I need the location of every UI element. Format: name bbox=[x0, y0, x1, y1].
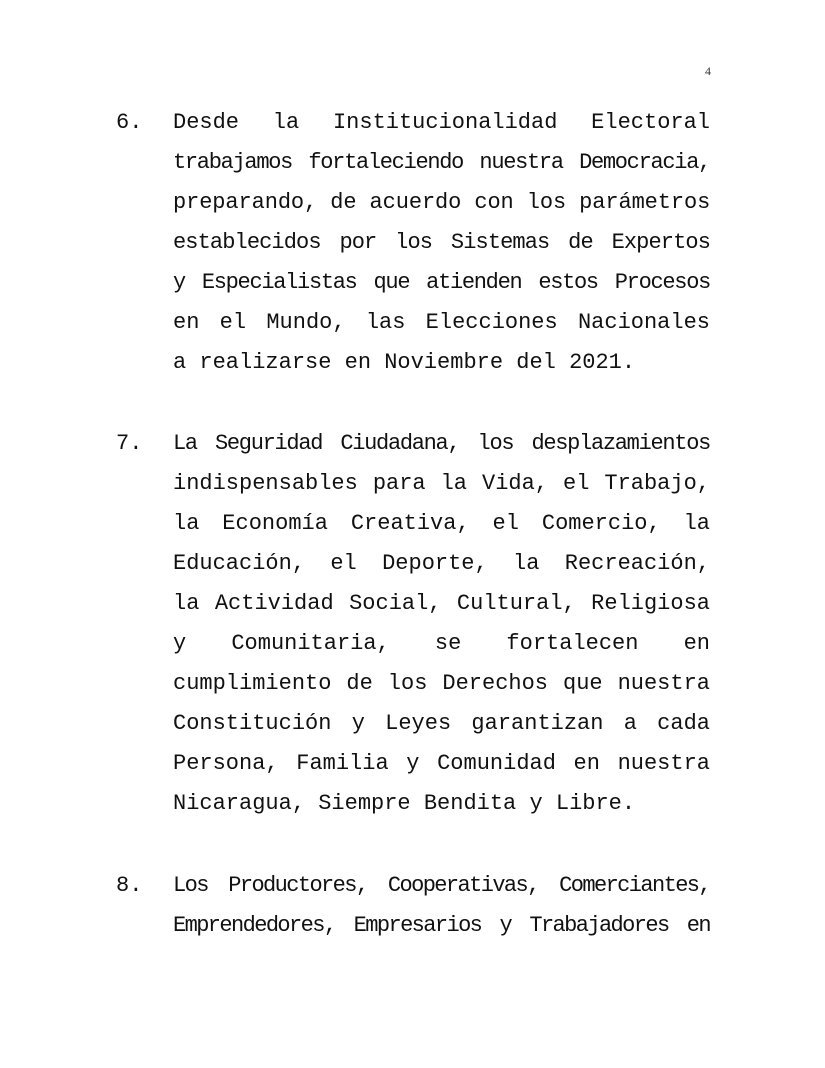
text-line: la Economía Creativa, el Comercio, la bbox=[173, 511, 710, 536]
text-line: a realizarse en Noviembre del 2021. bbox=[173, 350, 636, 375]
item-number: 7. bbox=[116, 431, 143, 456]
text-line: Educación, el Deporte, la Recreación, bbox=[173, 551, 710, 576]
text-line: Constitución y Leyes garantizan a cada bbox=[173, 711, 710, 736]
item-text bbox=[173, 103, 710, 383]
text-line: trabajamos fortaleciendo nuestra Democracia, bbox=[173, 150, 710, 175]
item-text bbox=[173, 866, 710, 946]
text-line: indispensables para la Vida, el Trabajo, bbox=[173, 471, 710, 496]
text-line: La Seguridad Ciudadana, los desplazamientos bbox=[173, 431, 710, 456]
text-line: Los Productores, Cooperativas, Comerciantes, bbox=[173, 873, 710, 898]
text-line: y Especialistas que atienden estos Procesos bbox=[173, 270, 710, 295]
text-line: en el Mundo, las Elecciones Nacionales bbox=[173, 310, 710, 335]
text-line: Desde la Institucionalidad Electoral bbox=[173, 110, 710, 135]
text-line: la Actividad Social, Cultural, Religiosa bbox=[173, 591, 710, 616]
text-line: establecidos por los Sistemas de Expertos bbox=[173, 230, 710, 255]
text-line: Persona, Familia y Comunidad en nuestra bbox=[173, 751, 710, 776]
item-number: 6. bbox=[116, 110, 143, 135]
item-text bbox=[173, 424, 710, 824]
text-line: cumplimiento de los Derechos que nuestra bbox=[173, 671, 710, 696]
item-number: 8. bbox=[116, 873, 143, 898]
text-line: preparando, de acuerdo con los parámetros bbox=[173, 190, 710, 215]
page-number: 4 bbox=[705, 64, 711, 78]
text-line: y Comunitaria, se fortalecen en bbox=[173, 631, 710, 656]
text-line: Nicaragua, Siempre Bendita y Libre. bbox=[173, 791, 636, 816]
text-line: Emprendedores, Empresarios y Trabajadores en bbox=[173, 913, 710, 938]
